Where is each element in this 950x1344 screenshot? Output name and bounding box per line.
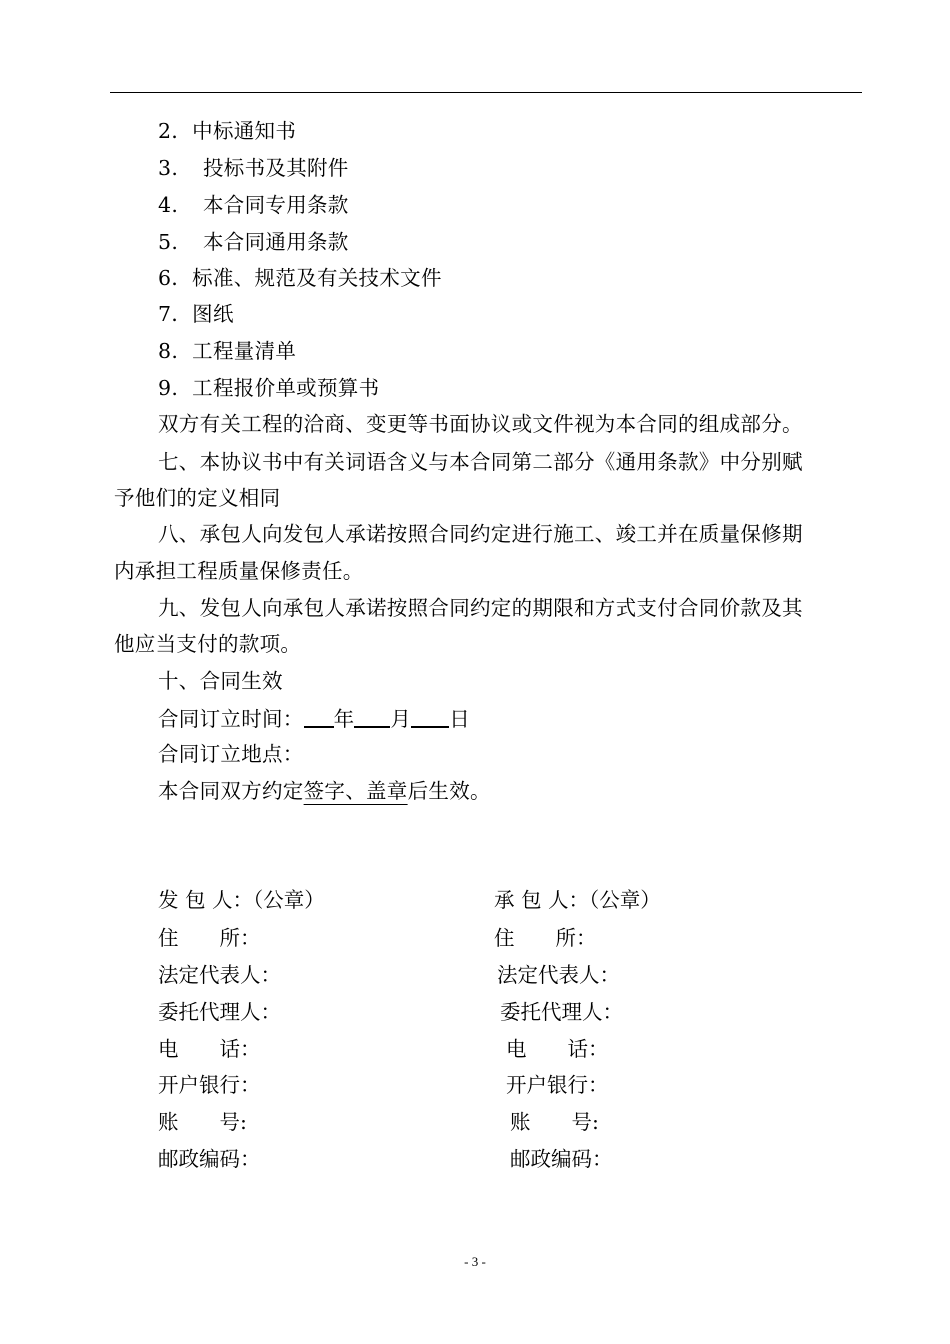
list-item <box>158 302 234 326</box>
contractor-address: 住 所： <box>494 926 597 950</box>
paragraph-8-line-1: 八、承包人向发包人承诺按照合同约定进行施工、竣工并在质量保修期 <box>158 522 803 546</box>
effect-underlined: 签字、盖章 <box>303 779 408 803</box>
paragraph-7-line-1: 七、本协议书中有关词语含义与本合同第二部分《通用条款》中分别赋 <box>158 450 803 474</box>
sign-place-label: 合同订立地点： <box>158 742 304 766</box>
day-blank <box>411 706 449 728</box>
contractor-legal-rep: 法定代表人： <box>497 963 620 987</box>
contractor-postcode: 邮政编码： <box>510 1147 613 1171</box>
sign-time <box>158 706 470 731</box>
employer-party: 发 包 人：（公章） <box>158 888 325 912</box>
contractor-agent: 委托代理人： <box>500 1000 623 1024</box>
list-number: 7． <box>158 302 193 326</box>
list-number: 3. <box>158 156 179 180</box>
employer-address: 住 所： <box>158 926 261 950</box>
list-item <box>158 339 296 363</box>
year-label: 年 <box>333 707 355 731</box>
list-text: 工程量清单 <box>192 339 297 363</box>
month-blank <box>354 706 390 728</box>
paragraph-9-line-1: 九、发包人向承包人承诺按照合同约定的期限和方式支付合同价款及其 <box>158 596 803 620</box>
list-item <box>158 156 349 180</box>
employer-agent: 委托代理人： <box>158 1000 281 1024</box>
list-item <box>158 230 349 254</box>
contractor-bank: 开户银行： <box>506 1073 609 1097</box>
employer-account: 账 号: <box>158 1110 247 1134</box>
list-number: 2． <box>158 119 193 143</box>
contractor-account: 账 号: <box>510 1110 599 1134</box>
employer-legal-rep: 法定代表人： <box>158 963 281 987</box>
paragraph-components: 双方有关工程的洽商、变更等书面协议或文件视为本合同的组成部分。 <box>158 412 803 436</box>
employer-postcode: 邮政编码： <box>158 1147 261 1171</box>
page-number: - 3 - <box>464 1254 486 1269</box>
list-item <box>158 119 296 143</box>
sign-time-label: 合同订立时间： <box>158 707 304 731</box>
list-item <box>158 193 349 217</box>
list-number: 5. <box>158 230 179 254</box>
effect-suffix: 后生效。 <box>407 779 491 803</box>
effect-clause <box>158 779 491 803</box>
list-text: 投标书及其附件 <box>196 156 349 180</box>
month-label: 月 <box>390 707 412 731</box>
list-text: 本合同专用条款 <box>196 193 349 217</box>
header-rule <box>110 92 862 93</box>
list-number: 9. <box>158 376 179 400</box>
employer-bank: 开户银行： <box>158 1073 261 1097</box>
employer-phone: 电 话： <box>158 1037 261 1061</box>
list-text: 本合同通用条款 <box>196 230 349 254</box>
contractor-phone: 电 话： <box>506 1037 609 1061</box>
list-number: 8. <box>158 339 179 363</box>
list-number: 4. <box>158 193 179 217</box>
paragraph-8-line-2: 内承担工程质量保修责任。 <box>114 559 364 583</box>
year-blank <box>304 706 334 728</box>
list-number: 6． <box>158 266 193 290</box>
list-text: 中标通知书 <box>192 119 297 143</box>
list-text: 图纸 <box>192 302 234 326</box>
list-item <box>158 376 379 400</box>
day-label: 日 <box>449 707 471 731</box>
paragraph-7-line-2: 予他们的定义相同 <box>114 486 281 510</box>
paragraph-9-line-2: 他应当支付的款项。 <box>114 632 302 656</box>
list-text: 工程报价单或预算书 <box>192 376 380 400</box>
contractor-party: 承 包 人：（公章） <box>494 888 661 912</box>
list-item <box>158 266 442 290</box>
section-10-title: 十、合同生效 <box>158 669 283 693</box>
effect-prefix: 本合同双方约定 <box>158 779 304 803</box>
list-text: 标准、规范及有关技术文件 <box>192 266 442 290</box>
